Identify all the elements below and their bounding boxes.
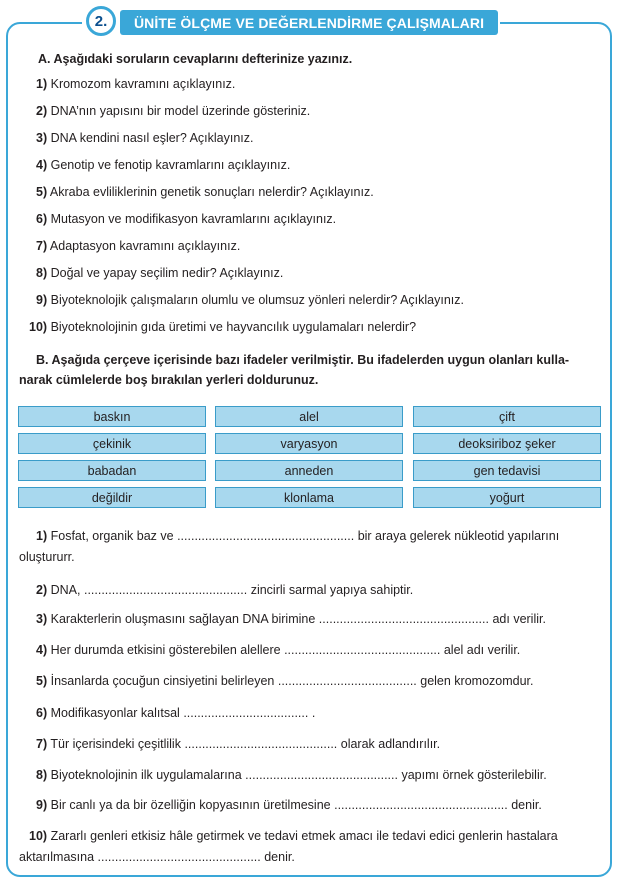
word-bank-item: çift xyxy=(413,406,601,427)
question-number: 8) xyxy=(36,768,48,782)
question-text: Mutasyon ve modifikasyon kavramlarını açıklayınız. xyxy=(50,212,337,226)
question-text-after: denir. xyxy=(264,850,295,864)
question-text-after: . xyxy=(311,706,316,720)
question-text-before: Fosfat, organik baz ve xyxy=(50,529,174,543)
question-a-2 xyxy=(36,104,310,118)
question-number: 5) xyxy=(36,674,48,688)
fill-in-question-7 xyxy=(36,734,606,755)
question-text: Akraba evliliklerinin genetik sonuçları nelerdir? Açıklayınız. xyxy=(49,185,374,199)
question-text-before: Modifikasyonlar kalıtsal xyxy=(50,706,180,720)
fill-in-question-5 xyxy=(36,671,606,692)
question-a-1 xyxy=(36,77,235,91)
question-text: DNA kendini nasıl eşler? Açıklayınız. xyxy=(50,131,254,145)
answer-blank: ............................................ xyxy=(184,737,338,751)
question-text: DNA’nın yapısını bir model üzerinde gösteriniz. xyxy=(50,104,311,118)
section-a-heading: A. Aşağıdaki soruların cevaplarını defterinize yazınız. xyxy=(38,52,353,66)
question-text-after: adı verilir. xyxy=(492,612,546,626)
question-text-after: zincirli sarmal yapıya sahiptir. xyxy=(250,583,414,597)
question-number: 1) xyxy=(36,529,48,543)
question-text: Biyoteknolojik çalışmaların olumlu ve olumsuz yönleri nelerdir? Açıklayınız. xyxy=(50,293,464,307)
question-text: Kromozom kavramını açıklayınız. xyxy=(50,77,236,91)
answer-blank: .................................... xyxy=(183,706,309,720)
answer-blank: ............................................... xyxy=(83,583,248,597)
question-a-6 xyxy=(36,212,336,226)
question-number: 4) xyxy=(36,643,48,657)
word-bank-item: baskın xyxy=(18,406,206,427)
question-text: Genotip ve fenotip kavramlarını açıklayınız. xyxy=(50,158,291,172)
question-text-before: İnsanlarda çocuğun cinsiyetini belirleyen xyxy=(50,674,275,688)
question-a-7 xyxy=(36,239,240,253)
fill-in-question-1 xyxy=(36,526,606,547)
question-text-after: bir araya gelerek nükleotid yapılarını xyxy=(357,529,560,543)
question-text-before: Biyoteknolojinin ilk uygulamalarına xyxy=(50,768,242,782)
fill-in-question-10-cont xyxy=(19,847,295,868)
question-number: 9) xyxy=(36,798,48,812)
word-bank-item: çekinik xyxy=(18,433,206,454)
question-number: 8) xyxy=(36,266,48,280)
question-a-3 xyxy=(36,131,253,145)
question-a-9 xyxy=(36,293,464,307)
fill-in-question-8 xyxy=(36,765,606,786)
question-number: 3) xyxy=(36,612,48,626)
word-bank-item: gen tedavisi xyxy=(413,460,601,481)
question-text-after: denir. xyxy=(511,798,542,812)
question-text-after: olarak adlandırılır. xyxy=(340,737,441,751)
fill-in-question-4 xyxy=(36,640,606,661)
question-number: 4) xyxy=(36,158,48,172)
question-a-10 xyxy=(29,320,416,334)
question-number: 6) xyxy=(36,212,48,226)
question-text-before: DNA, xyxy=(50,583,81,597)
word-bank-item: klonlama xyxy=(215,487,403,508)
fill-in-question-6 xyxy=(36,703,606,724)
unit-header xyxy=(82,4,500,42)
section-b-heading-line2: narak cümlelerde boş bırakılan yerleri doldurunuz. xyxy=(19,373,319,387)
question-text-before: Karakterlerin oluşmasını sağlayan DNA birimine xyxy=(50,612,316,626)
answer-blank: ........................................ xyxy=(277,674,417,688)
answer-blank: .................................................. xyxy=(334,798,508,812)
fill-in-question-3 xyxy=(36,609,606,630)
question-number: 6) xyxy=(36,706,48,720)
question-number: 2) xyxy=(36,104,48,118)
question-a-4 xyxy=(36,158,290,172)
question-number: 10) xyxy=(29,320,48,334)
question-text-before: Her durumda etkisini gösterebilen alellere xyxy=(50,643,281,657)
question-text-before: Bir canlı ya da bir özelliğin kopyasının üretilmesine xyxy=(50,798,331,812)
word-bank-item: varyasyon xyxy=(215,433,403,454)
answer-blank: ............................................ xyxy=(245,768,398,782)
word-bank-item: alel xyxy=(215,406,403,427)
question-text-before: aktarılmasına xyxy=(19,850,95,864)
word-bank-item: değildir xyxy=(18,487,206,508)
question-number: 5) xyxy=(36,185,48,199)
question-text: Adaptasyon kavramını açıklayınız. xyxy=(49,239,241,253)
word-bank-item: deoksiriboz şeker xyxy=(413,433,601,454)
unit-number-badge: 2. xyxy=(86,6,116,36)
fill-in-question-2 xyxy=(36,580,606,601)
question-number: 10) xyxy=(29,829,48,843)
word-bank-item: babadan xyxy=(18,460,206,481)
word-bank-item: anneden xyxy=(215,460,403,481)
question-text: Biyoteknolojinin gıda üretimi ve hayvancılık uygulamaları nelerdir? xyxy=(50,320,417,334)
answer-blank: ............................................... xyxy=(97,850,261,864)
section-b-heading-line1: B. Aşağıda çerçeve içerisinde bazı ifadeler verilmiştir. Bu ifadelerden uygun olanları kulla- xyxy=(36,353,570,367)
question-number: 7) xyxy=(36,239,48,253)
question-text-after: gelen kromozomdur. xyxy=(420,674,534,688)
question-number: 9) xyxy=(36,293,48,307)
question-text: Doğal ve yapay seçilim nedir? Açıklayınız. xyxy=(50,266,284,280)
question-text-after: yapımı örnek gösterilebilir. xyxy=(401,768,547,782)
question-number: 3) xyxy=(36,131,48,145)
question-text-before: Tür içerisindeki çeşitlilik xyxy=(50,737,181,751)
question-text-cont: oluştururr. xyxy=(19,550,75,564)
question-number: 7) xyxy=(36,737,48,751)
question-a-5 xyxy=(36,185,374,199)
fill-in-question-9 xyxy=(36,795,606,816)
page-title: ÜNİTE ÖLÇME VE DEĞERLENDİRME ÇALIŞMALARI xyxy=(120,10,498,35)
fill-in-question-1-cont xyxy=(19,547,75,568)
question-text-after: alel adı verilir. xyxy=(443,643,521,657)
question-number: 2) xyxy=(36,583,48,597)
answer-blank: ............................................. xyxy=(284,643,441,657)
question-a-8 xyxy=(36,266,283,280)
fill-in-question-10 xyxy=(29,826,605,847)
question-text-before: Zararlı genleri etkisiz hâle getirmek ve tedavi etmek amacı ile tedavi edici genlerin hastalara xyxy=(50,829,558,843)
word-bank-item: yoğurt xyxy=(413,487,601,508)
answer-blank: ................................................... xyxy=(177,529,355,543)
question-number: 1) xyxy=(36,77,48,91)
answer-blank: ................................................. xyxy=(318,612,489,626)
